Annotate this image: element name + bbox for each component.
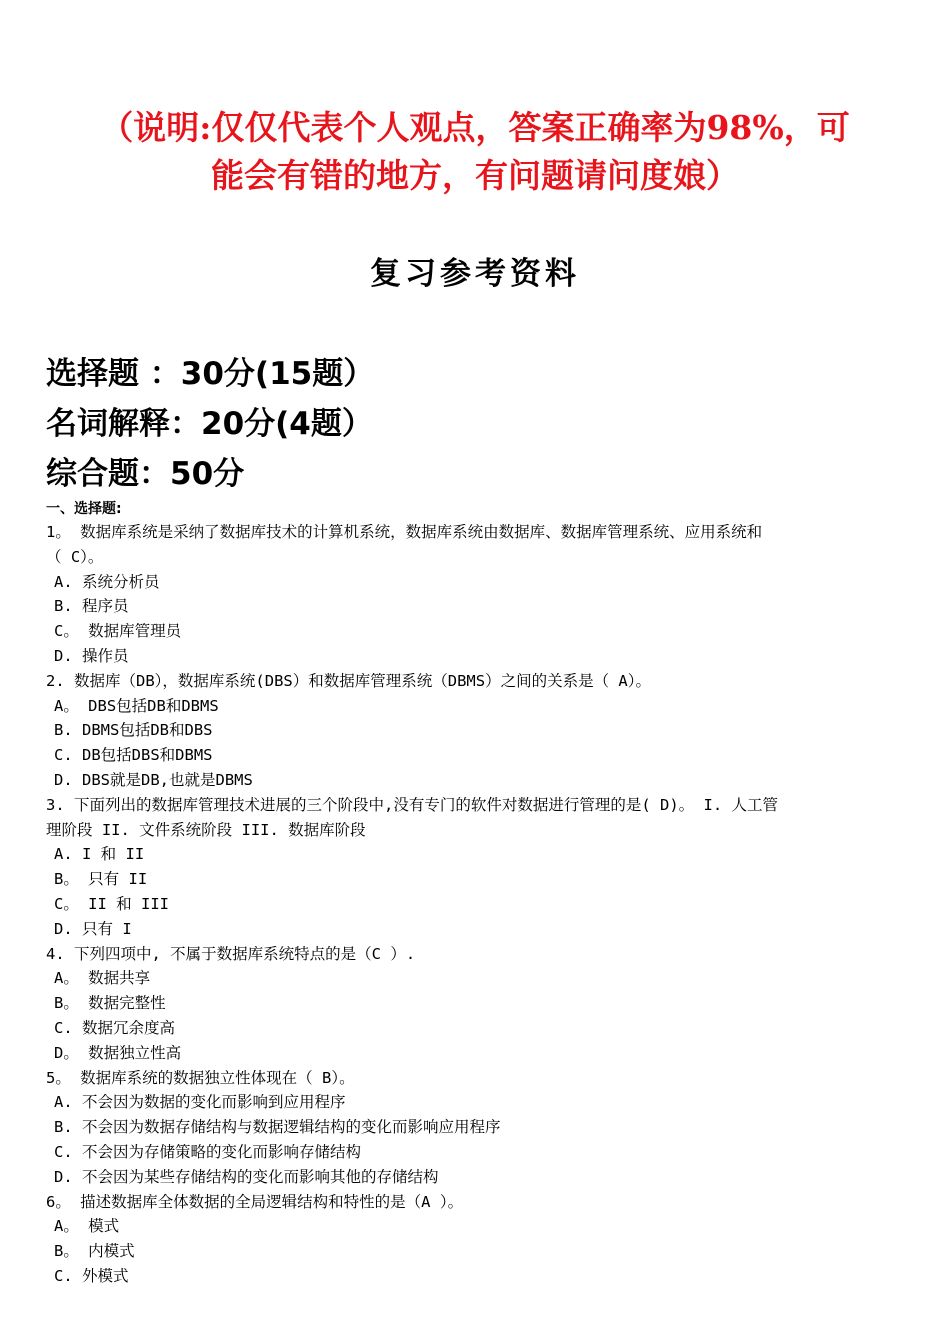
question-5-option-d: D. 不会因为某些存储结构的变化而影响其他的存储结构 <box>54 1167 439 1186</box>
question-5-text: 5。 数据库系统的数据独立性体现在（ B）。 <box>46 1068 355 1087</box>
question-4-text: 4. 下列四项中, 不属于数据库系统特点的是（C ）. <box>46 944 416 963</box>
section-heading: 一、选择题: <box>46 501 122 517</box>
document-title: 复习参考资料 <box>370 256 580 292</box>
score-choice-questions: 选择题 ：30分(15题） <box>46 356 375 392</box>
question-4-option-a: A。 数据共享 <box>54 969 151 988</box>
question-5-option-b: B. 不会因为数据存储结构与数据逻辑结构的变化而影响应用程序 <box>54 1118 501 1137</box>
question-1-text-cont: （ C）。 <box>46 547 104 566</box>
question-3-text: 3. 下面列出的数据库管理技术进展的三个阶段中,没有专门的软件对数据进行管理的是( D)。 I. 人工管 <box>46 795 778 814</box>
question-1-option-b: B. 程序员 <box>54 597 129 616</box>
question-1-option-d: D. 操作员 <box>54 646 129 665</box>
question-1-option-c: C。 数据库管理员 <box>54 622 182 641</box>
question-3-option-a: A. I 和 II <box>54 845 145 864</box>
question-5-option-a: A. 不会因为数据的变化而影响到应用程序 <box>54 1093 346 1112</box>
question-4-option-d: D。 数据独立性高 <box>54 1043 182 1062</box>
question-5-option-c: C. 不会因为存储策略的变化而影响存储结构 <box>54 1142 361 1161</box>
question-3-option-d: D. 只有 I <box>54 919 132 938</box>
score-term-explanations: 名词解释：20分(4题） <box>46 406 373 442</box>
question-4-option-c: C. 数据冗余度高 <box>54 1018 175 1037</box>
question-2-text: 2. 数据库（DB），数据库系统(DBS）和数据库管理系统（DBMS）之间的关系是（ A）。 <box>46 671 651 690</box>
question-2-option-d: D. DBS就是DB,也就是DBMS <box>54 770 253 789</box>
question-6-option-a: A。 模式 <box>54 1217 120 1236</box>
question-6-option-c: C. 外模式 <box>54 1266 129 1285</box>
disclaimer-line-1: （说明:仅仅代表个人观点，答案正确率为98%，可 <box>100 108 850 147</box>
question-4-option-b: B。 数据完整性 <box>54 994 166 1013</box>
question-1-text: 1。 数据库系统是采纳了数据库技术的计算机系统，数据库系统由数据库、数据库管理系统、应用系统和 <box>46 523 763 541</box>
question-1-option-a: A. 系统分析员 <box>54 572 160 591</box>
question-6-option-b: B。 内模式 <box>54 1242 135 1261</box>
score-comprehensive-questions: 综合题：50分 <box>46 456 245 492</box>
disclaimer-line-2: 能会有错的地方，有问题请问度娘） <box>211 156 739 195</box>
question-2-option-b: B. DBMS包括DB和DBS <box>54 721 213 740</box>
question-3-option-b: B。 只有 II <box>54 870 148 889</box>
question-list <box>46 498 908 1289</box>
question-2-option-c: C. DB包括DBS和DBMS <box>54 746 213 765</box>
question-3-text-cont: 理阶段 II. 文件系统阶段 III. 数据库阶段 <box>46 820 366 839</box>
question-3-option-c: C。 II 和 III <box>54 894 169 913</box>
question-2-option-a: A。 DBS包括DB和DBMS <box>54 696 219 715</box>
question-6-text: 6。 描述数据库全体数据的全局逻辑结构和特性的是（A ）。 <box>46 1192 464 1211</box>
